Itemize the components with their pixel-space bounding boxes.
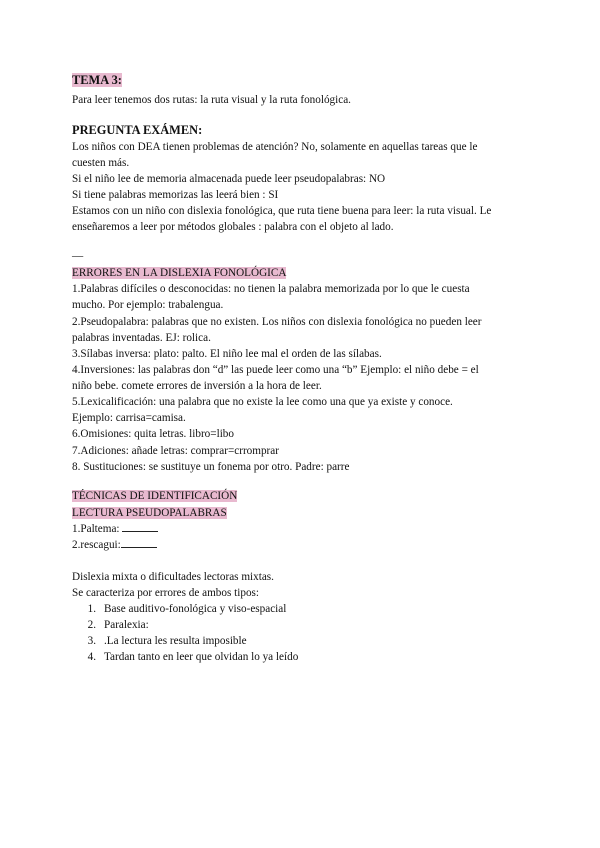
tema-title: TEMA 3: [72, 73, 122, 87]
pregunta-line: cuesten más. [72, 157, 130, 169]
numbered-list-item: 4. Tardan tanto en leer que olvidan lo ya leído [87, 651, 299, 663]
errores-line: 6.Omisiones: quita letras. libro=libo [72, 428, 234, 440]
numbered-list-item: 1. Base auditivo-fonológica y viso-espacial [87, 603, 287, 615]
errores-title: ERRORES EN LA DISLEXIA FONOLÓGICA [72, 267, 287, 279]
errores-line: 2.Pseudopalabra: palabras que no existen. Los niños con dislexia fonológica no pueden leer [72, 316, 482, 328]
numbered-list-item: 3. .La lectura les resulta imposible [87, 635, 247, 647]
errores-line: 3.Sílabas inversa: plato: palto. El niño lee mal el orden de las sílabas. [72, 348, 382, 360]
pseudopalabra-item: 1.Paltema: [72, 521, 158, 537]
answer-blank [121, 537, 157, 548]
numbered-list-item: 2. Paralexia: [87, 619, 149, 631]
separator: — [72, 250, 84, 262]
pregunta-line: Si el niño lee de memoria almacenada puede leer pseudopalabras: NO [72, 173, 386, 185]
pregunta-line: Estamos con un niño con dislexia fonológica, que ruta tiene buena para leer: la ruta visual. Le [72, 205, 492, 217]
errores-line: palabras inventadas. EJ: rolica. [72, 332, 211, 344]
pregunta-line: enseñaremos a leer por métodos globales : palabra con el objeto al lado. [72, 221, 394, 233]
errores-line: Ejemplo: carrisa=camisa. [72, 412, 186, 424]
errores-line: niño bebe. comete errores de inversión a la hora de leer. [72, 380, 322, 392]
pseudopalabra-item: 2.rescagui: [72, 537, 157, 553]
tecnicas-subtitle: LECTURA PSEUDOPALABRAS [72, 507, 227, 519]
errores-line: 4.Inversiones: las palabras don “d” las puede leer como una “b” Ejemplo: el niño debe = el [72, 364, 479, 376]
errores-line: mucho. Por ejemplo: trabalengua. [72, 299, 224, 311]
errores-line: 1.Palabras difíciles o desconocidas: no tienen la palabra memorizada por lo que le cuesta [72, 283, 470, 295]
errores-line: 8. Sustituciones: se sustituye un fonema por otro. Padre: parre [72, 461, 350, 473]
pregunta-title: PREGUNTA EXÁMEN: [72, 123, 203, 137]
tecnicas-title: TÉCNICAS DE IDENTIFICACIÓN [72, 490, 238, 502]
pregunta-line: Los niños con DEA tienen problemas de atención? No, solamente en aquellas tareas que le [72, 141, 478, 153]
errores-line: 5.Lexicalificación: una palabra que no existe la lee como una que ya existe y conoce. [72, 396, 453, 408]
errores-line: 7.Adiciones: añade letras: comprar=crromprar [72, 445, 279, 457]
tema-intro: Para leer tenemos dos rutas: la ruta visual y la ruta fonológica. [72, 94, 351, 106]
pregunta-line: Si tiene palabras memorizas las leerá bien : SI [72, 189, 279, 201]
mixta-line: Dislexia mixta o dificultades lectoras mixtas. [72, 571, 274, 583]
answer-blank [122, 521, 158, 532]
mixta-line: Se caracteriza por errores de ambos tipos: [72, 587, 259, 599]
